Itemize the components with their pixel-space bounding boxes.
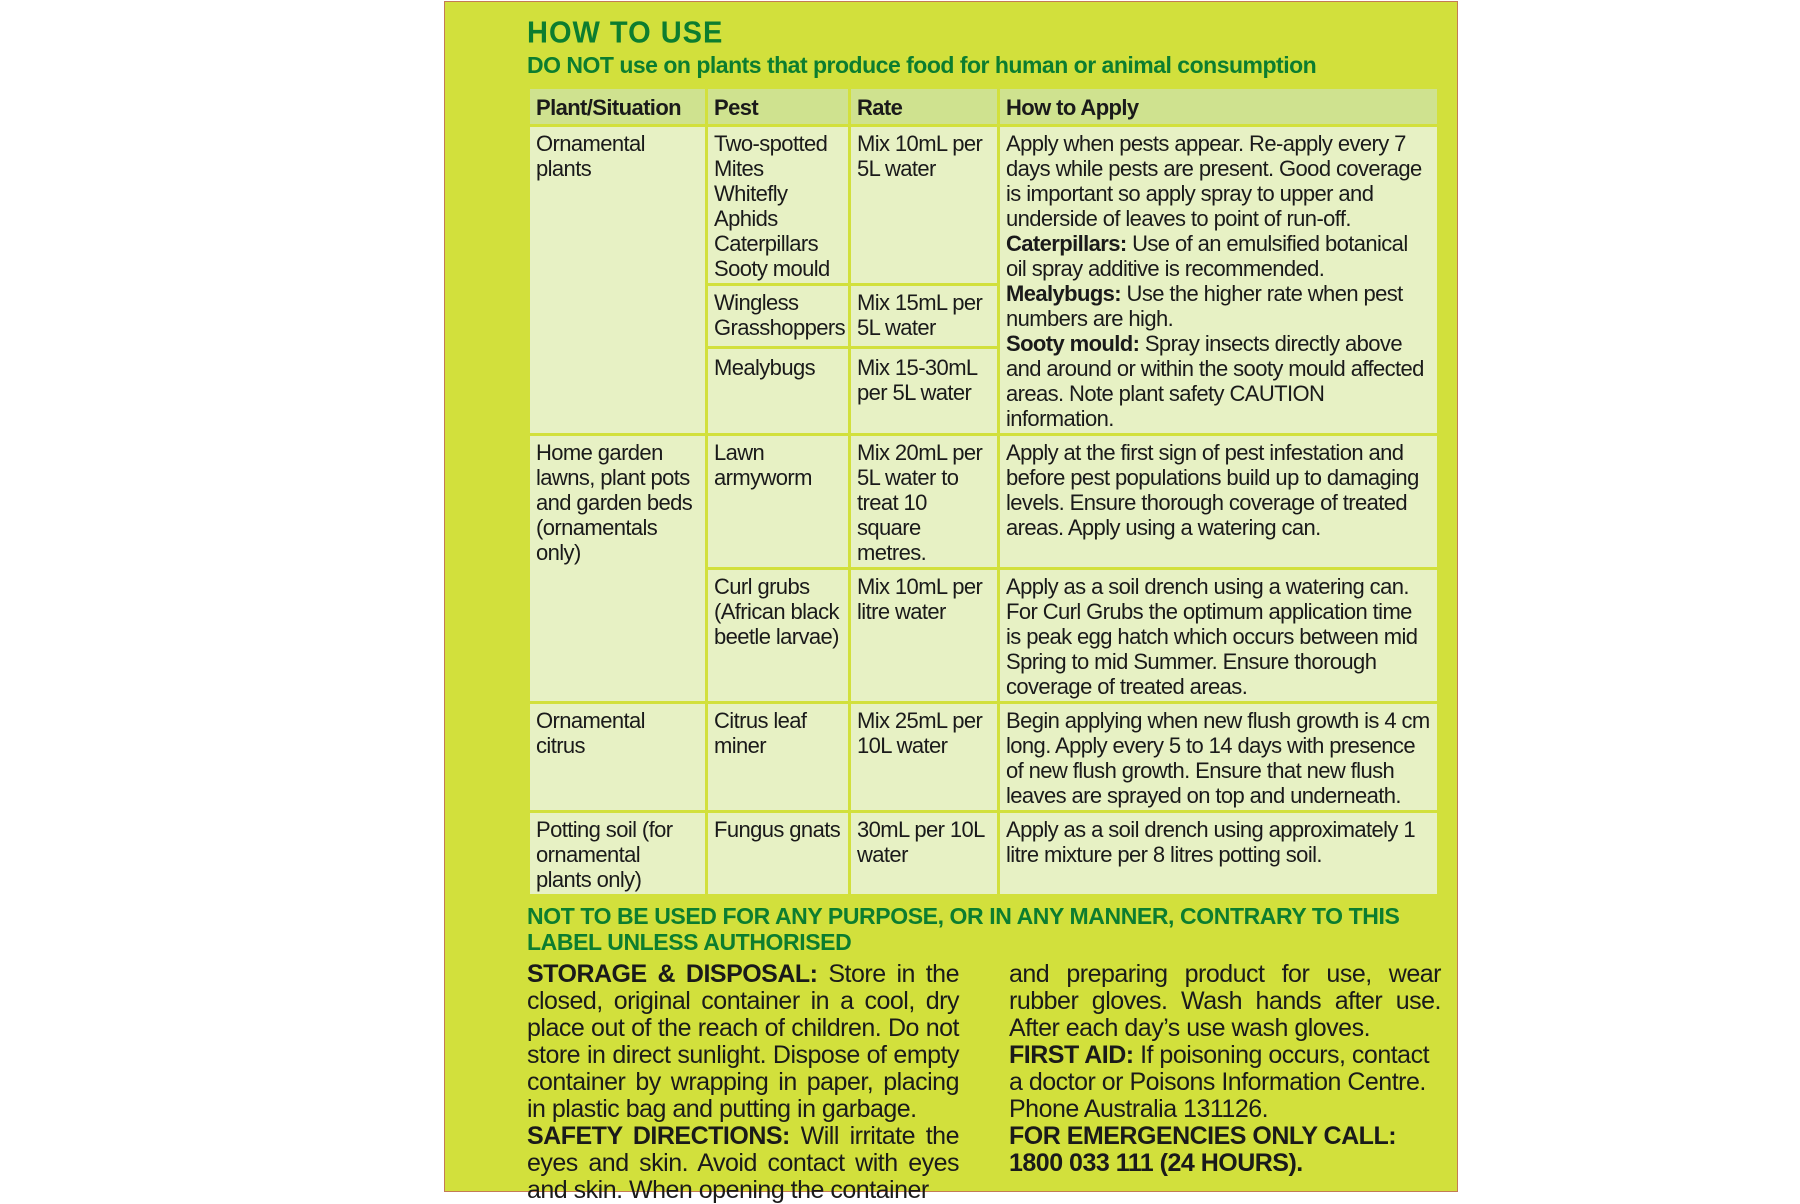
rate-cell: Mix 15-30mL per 5L water [850, 348, 999, 435]
table-row [529, 812, 1439, 896]
header-plant: Plant/Situation [529, 88, 707, 126]
pest-cell: Lawn armyworm [707, 435, 850, 569]
pest-cell: Wingless Grasshoppers [707, 285, 850, 348]
safety-columns [527, 961, 1441, 1204]
pest-cell: Mealybugs [707, 348, 850, 435]
header-pest: Pest [707, 88, 850, 126]
directions-table [527, 86, 1440, 897]
storage-text: Store in the closed, original container in a cool, dry place out of the reach of children. Do not store in direct sunlight. Dispose of empty container by wrapping in paper, placing in plastic bag and putting in garbage. [527, 960, 959, 1123]
storage-heading: STORAGE & DISPOSAL: [527, 960, 818, 988]
table-header-row [529, 88, 1439, 126]
note-label: Mealybugs: [1006, 281, 1122, 306]
rate-cell: Mix 10mL per litre water [850, 569, 999, 703]
rate-cell: Mix 25mL per 10L water [850, 703, 999, 812]
safety-continued: and preparing product for use, wear rubber gloves. Wash hands after use. After each day’s use wash gloves. [1009, 960, 1441, 1042]
how-to-use-title: HOW TO USE [527, 16, 724, 50]
safety-heading: SAFETY DIRECTIONS: [527, 1122, 790, 1150]
first-aid-heading: FIRST AID: [1009, 1041, 1134, 1069]
header-how-to-apply: How to Apply [999, 88, 1439, 126]
rate-cell: Mix 20mL per 5L water to treat 10 square metres. [850, 435, 999, 569]
emergency-heading: FOR EMERGENCIES ONLY CALL: [1009, 1122, 1397, 1150]
table-row [529, 435, 1439, 569]
pest-cell: Fungus gnats [707, 812, 850, 896]
note-text: Use the higher rate when pest numbers are high. [1006, 281, 1403, 331]
plant-cell: Home garden lawns, plant pots and garden beds (ornamentals only) [529, 435, 707, 703]
storage-paragraph [527, 961, 959, 1123]
note-text: Use of an emulsified botanical oil spray additive is recommended. [1006, 231, 1408, 281]
apply-cell [999, 126, 1439, 435]
rate-cell: 30mL per 10L water [850, 812, 999, 896]
pest-cell: Two-spotted Mites Whitefly Aphids Caterpillars Sooty mould [707, 126, 850, 285]
note-label: Caterpillars: [1006, 231, 1127, 256]
note-label: Sooty mould: [1006, 331, 1140, 356]
note-text: Spray insects directly above and around or within the sooty mould affected areas. Note plant safety CAUTION information. [1006, 331, 1424, 431]
apply-cell: Apply as a soil drench using a watering can. For Curl Grubs the optimum application time is peak egg hatch which occurs between mid Spring to mid Summer. Ensure thorough coverage of treated areas. [999, 569, 1439, 703]
product-label-panel [444, 1, 1458, 1204]
plant-cell: Potting soil (for ornamental plants only) [529, 812, 707, 896]
first-aid-text: If poisoning occurs, contact a doctor or Poisons Information Centre. Phone Australia 131126. [1009, 1041, 1430, 1123]
food-warning: DO NOT use on plants that produce food for human or animal consumption [527, 52, 1317, 78]
apply-cell: Begin applying when new flush growth is 4 cm long. Apply every 5 to 14 days with presence of new flush growth. Ensure that new flush leaves are sprayed on top and underneath. [999, 703, 1439, 812]
apply-cell: Apply at the first sign of pest infestation and before pest populations build up to damaging levels. Ensure thorough coverage of treated areas. Apply using a watering can. [999, 435, 1439, 569]
pest-cell: Citrus leaf miner [707, 703, 850, 812]
rate-cell: Mix 15mL per 5L water [850, 285, 999, 348]
table-row [529, 703, 1439, 812]
label-content [527, 16, 1441, 1204]
rate-cell: Mix 10mL per 5L water [850, 126, 999, 285]
apply-cell: Apply as a soil drench using approximately 1 litre mixture per 8 litres potting soil. [999, 812, 1439, 896]
table-row [529, 126, 1439, 285]
safety-text: Will irritate the eyes and skin. Avoid contact with eyes and skin. When opening the container [527, 1122, 959, 1204]
first-aid-paragraph [1009, 1042, 1441, 1123]
emergency-phone: 1800 033 111 (24 HOURS). [1009, 1149, 1303, 1177]
authorisation-notice: NOT TO BE USED FOR ANY PURPOSE, OR IN ANY MANNER, CONTRARY TO THIS LABEL UNLESS AUTHORISED [527, 903, 1400, 955]
left-column [527, 961, 959, 1204]
apply-text: Apply when pests appear. Re-apply every 7 days while pests are present. Good coverage is important so apply spray to upper and underside of leaves to point of run-off. [1006, 131, 1422, 231]
pest-cell: Curl grubs (African black beetle larvae) [707, 569, 850, 703]
right-column [1009, 961, 1441, 1204]
safety-paragraph [527, 1123, 959, 1204]
plant-cell: Ornamental citrus [529, 703, 707, 812]
header-rate: Rate [850, 88, 999, 126]
plant-cell: Ornamental plants [529, 126, 707, 435]
